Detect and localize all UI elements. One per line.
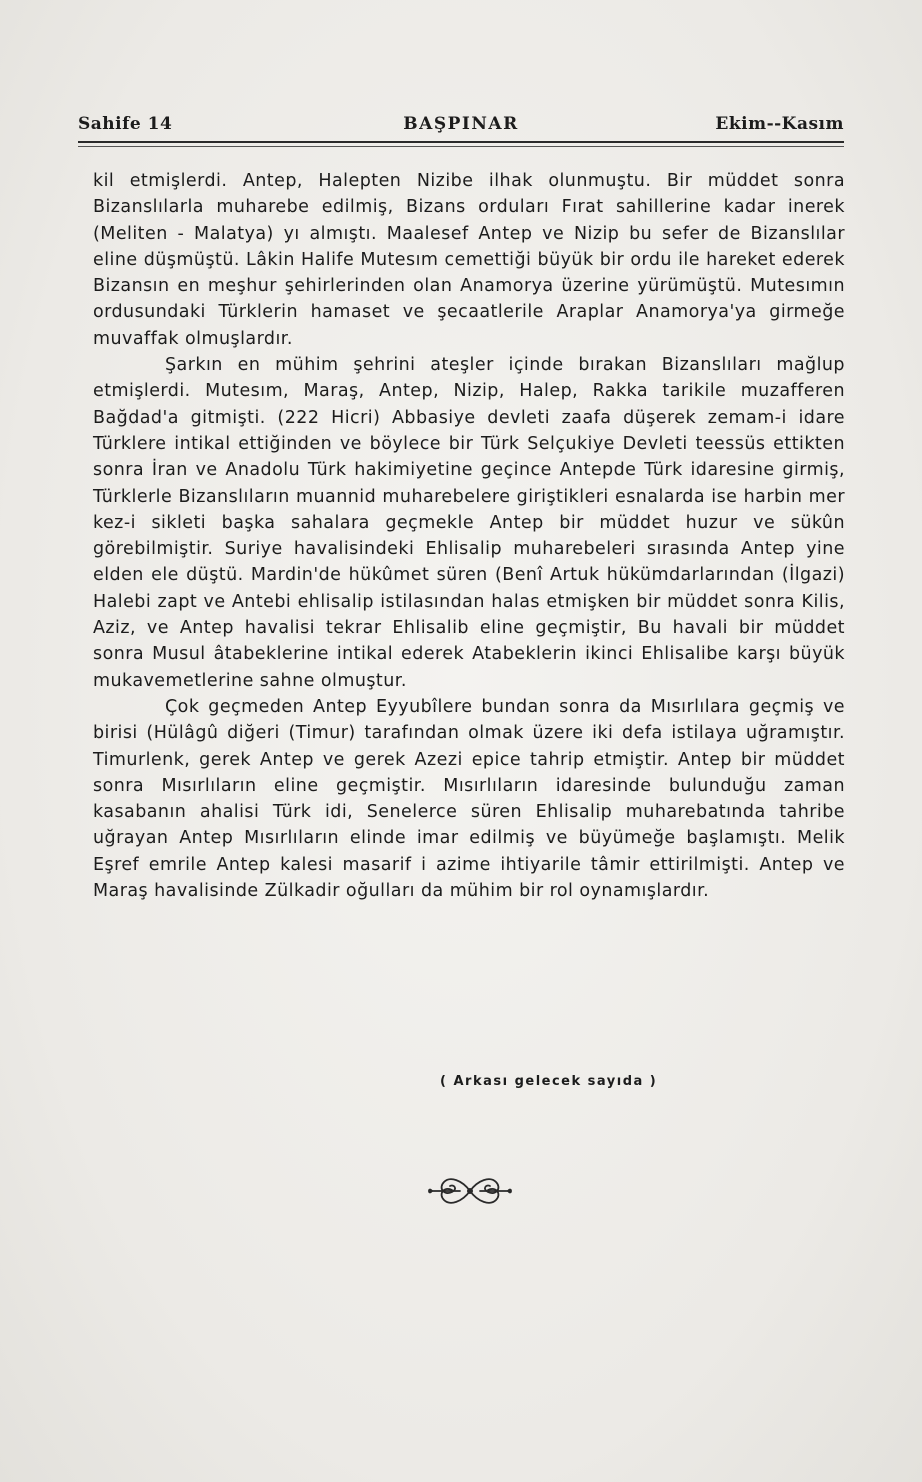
- paragraph-2: Şarkın en mühim şehrini ateşler içinde bırakan Bizanslıları mağlup etmişlerdi. Mutesım, Maraş, Antep, Nizip, Halep, Rakka tarikile muzafferen Bağdad'a gitmişti. (222 Hicri) Abbasiye devleti zaafa düşerek zemam-i idare Türklere intikal ettiğinden ve böylece bir Türk Selçukiye Devleti teessüs ettikten sonra İran ve Anadolu Türk hakimiyetine geçince Antepde Türk idaresine girmiş, Türklerle Bizanslıların muannid muharebelere giriştikleri esnalarda ise harbin mer kez-i sikleti başka sahalara geçmekle Antep bir müddet huzur ve sükûn görebilmiştir. Suriye havalisindeki Ehlisalip muharebeleri sırasında Antep yine elden ele düştü. Mardin'de hükûmet süren (Benî Artuk hükümdarlarından (İlgazi) Halebi zapt ve Antebi ehlisalip istilasından halas etmişken bir müddet sonra Kilis, Aziz, ve Antep havalisi tekrar Ehlisalib eline geçmiştir, Bu havali bir müddet sonra Musul âtabeklerine intikal ederek Atabeklerin ikinci Ehlisalibe karşı büyük mukavemetlerine sahne olmuştur.: [93, 355, 845, 691]
- paragraph-3: Çok geçmeden Antep Eyyubîlere bundan sonra da Mısırlılara geçmiş ve birisi (Hülâgû diğeri (Timur) tarafından olmak üzere iki defa istilaya uğramıştır. Timurlenk, gerek Antep ve gerek Azezi epice tahrip etmiştir. Antep bir müddet sonra Mısırlıların eline geçmiştir. Mısırlıların idaresinde bulunduğu zaman kasabanın ahalisi Türk idi, Senelerce süren Ehlisalip muharebatında tahribe uğrayan Antep Mısırlıların elinde imar edilmiş ve büyümeğe başlamıştı. Melik Eşref emrile Antep kalesi masarif i azime ihtiyarile tâmir ettirilmişti. Antep ve Maraş havalisinde Zülkadir oğulları da mühim bir rol oynamışlardır.: [93, 696, 845, 902]
- publication-title: BAŞPINAR: [403, 114, 519, 134]
- page-header: [78, 114, 844, 140]
- continuation-note: ( Arkası gelecek sayıda ): [440, 1074, 658, 1089]
- article-body: [93, 168, 845, 904]
- issue-date: Ekim--Kasım: [715, 114, 844, 134]
- header-rule-thin: [78, 146, 844, 147]
- paragraph-1: kil etmişlerdi. Antep, Halepten Nizibe ilhak olunmuştu. Bir müddet sonra Bizanslılarla muharebe edilmiş, Bizans orduları Fırat sahillerine kadar inerek (Meliten - Malatya) yı almıştı. Maalesef Antep ve Nizip bu sefer de Bizanslılar eline düşmüştü. Lâkin Halife Mutesım cemettiği büyük bir ordu ile hareket ederek Bizansın en meşhur şehirlerinden olan Anamorya üzerine yürümüştü. Mutesımın ordusundaki Türklerin hamaset ve şecaatlerile Araplar Anamorya'ya girmeğe muvaffak olmuşlardır.: [93, 171, 845, 349]
- ornament-icon: [420, 1166, 520, 1216]
- header-rule: [78, 141, 844, 143]
- page-number: Sahife 14: [78, 114, 173, 134]
